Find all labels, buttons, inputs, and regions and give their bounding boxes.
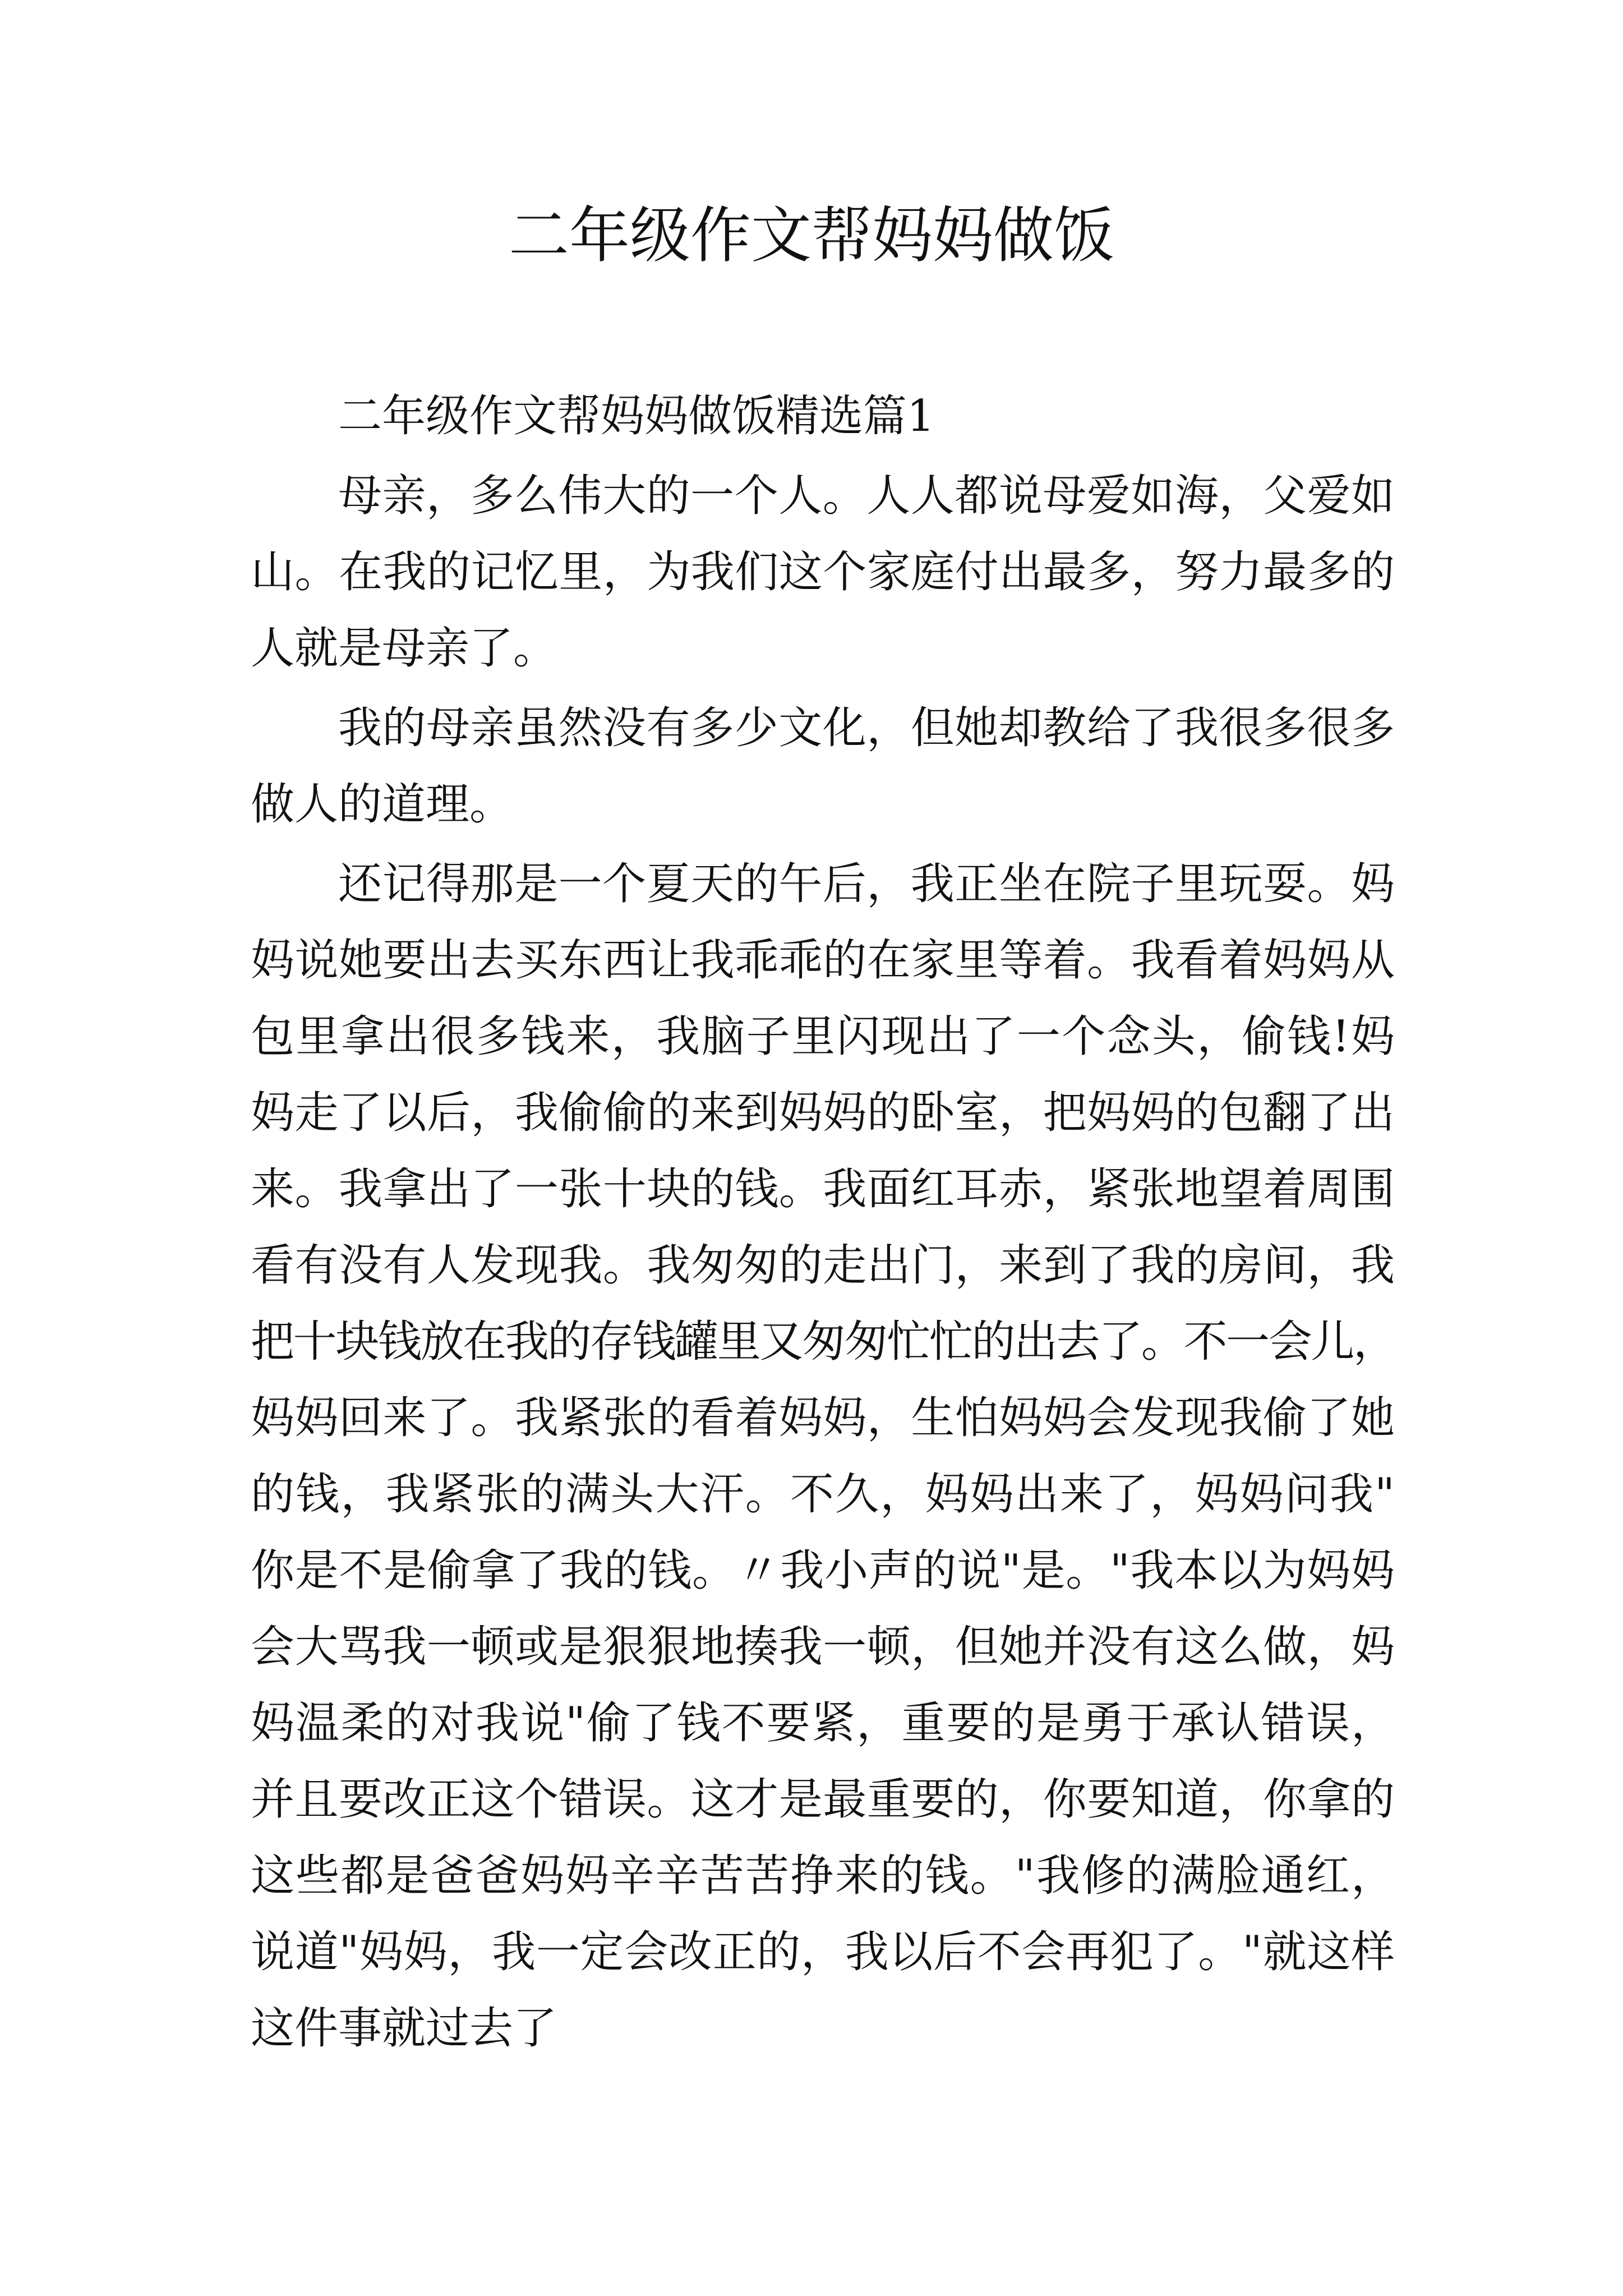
paragraph-line: 还记得那是一个夏天的午后，我正坐在院子里玩耍。妈: [338, 859, 1395, 909]
paragraph-line: 母亲，多么伟大的一个人。人人都说母爱如海，父爱如: [338, 471, 1395, 521]
document-title: 二年级作文帮妈妈做饭: [508, 201, 1114, 271]
paragraph-line: 妈走了以后，我偷偷的来到妈妈的卧室，把妈妈的包翻了出: [251, 1088, 1395, 1138]
paragraph-line: 会大骂我一顿或是狠狠地揍我一顿，但她并没有这么做，妈: [251, 1622, 1395, 1672]
paragraph-line: 你是不是偷拿了我的钱。〃我小声的说"是。"我本以为妈妈: [251, 1545, 1395, 1596]
paragraph-line: 人就是母亲了。: [251, 623, 557, 674]
paragraph-line: 并且要改正这个错误。这才是最重要的，你要知道，你拿的: [251, 1774, 1395, 1825]
paragraph-line: 包里拿出很多钱来，我脑子里闪现出了一个念头，偷钱!妈: [251, 1011, 1395, 1062]
paragraph: [251, 458, 1395, 687]
paragraph-line: 的钱，我紧张的满头大汗。不久，妈妈出来了，妈妈问我": [251, 1469, 1395, 1520]
paragraph-line: 妈妈回来了。我紧张的看着妈妈，生怕妈妈会发现我偷了她: [251, 1393, 1395, 1443]
paragraph-line: 山。在我的记忆里，为我们这个家庭付出最多，努力最多的: [251, 547, 1395, 597]
paragraph-line: 这些都是爸爸妈妈辛辛苦苦挣来的钱。"我修的满脸通红，: [251, 1851, 1395, 1901]
paragraph-line: 把十块钱放在我的存钱罐里又匆匆忙忙的出去了。不一会儿，: [251, 1317, 1395, 1367]
paragraph-line: 我的母亲虽然没有多少文化，但她却教给了我很多很多: [338, 703, 1395, 753]
section-heading: [251, 378, 1395, 454]
paragraph-line: 看有没有人发现我。我匆匆的走出门，来到了我的房间，我: [251, 1240, 1395, 1291]
paragraph-line: 来。我拿出了一张十块的钱。我面红耳赤，紧张地望着周围: [251, 1164, 1395, 1214]
paragraph: [251, 690, 1395, 843]
paragraph-line: 这件事就过去了: [251, 2003, 557, 2054]
document-body: [251, 378, 1395, 2070]
paragraph-line: 妈说她要出去买东西让我乖乖的在家里等着。我看着妈妈从: [251, 935, 1395, 986]
paragraph-line: 妈温柔的对我说"偷了钱不要紧，重要的是勇于承认错误，: [251, 1698, 1395, 1749]
paragraph-line: 说道"妈妈，我一定会改正的，我以后不会再犯了。"就这样: [251, 1927, 1395, 1977]
paragraph-line: 二年级作文帮妈妈做饭精选篇1: [338, 391, 935, 441]
paragraph: [251, 846, 1395, 2067]
paragraph-line: 做人的道理。: [251, 779, 514, 830]
